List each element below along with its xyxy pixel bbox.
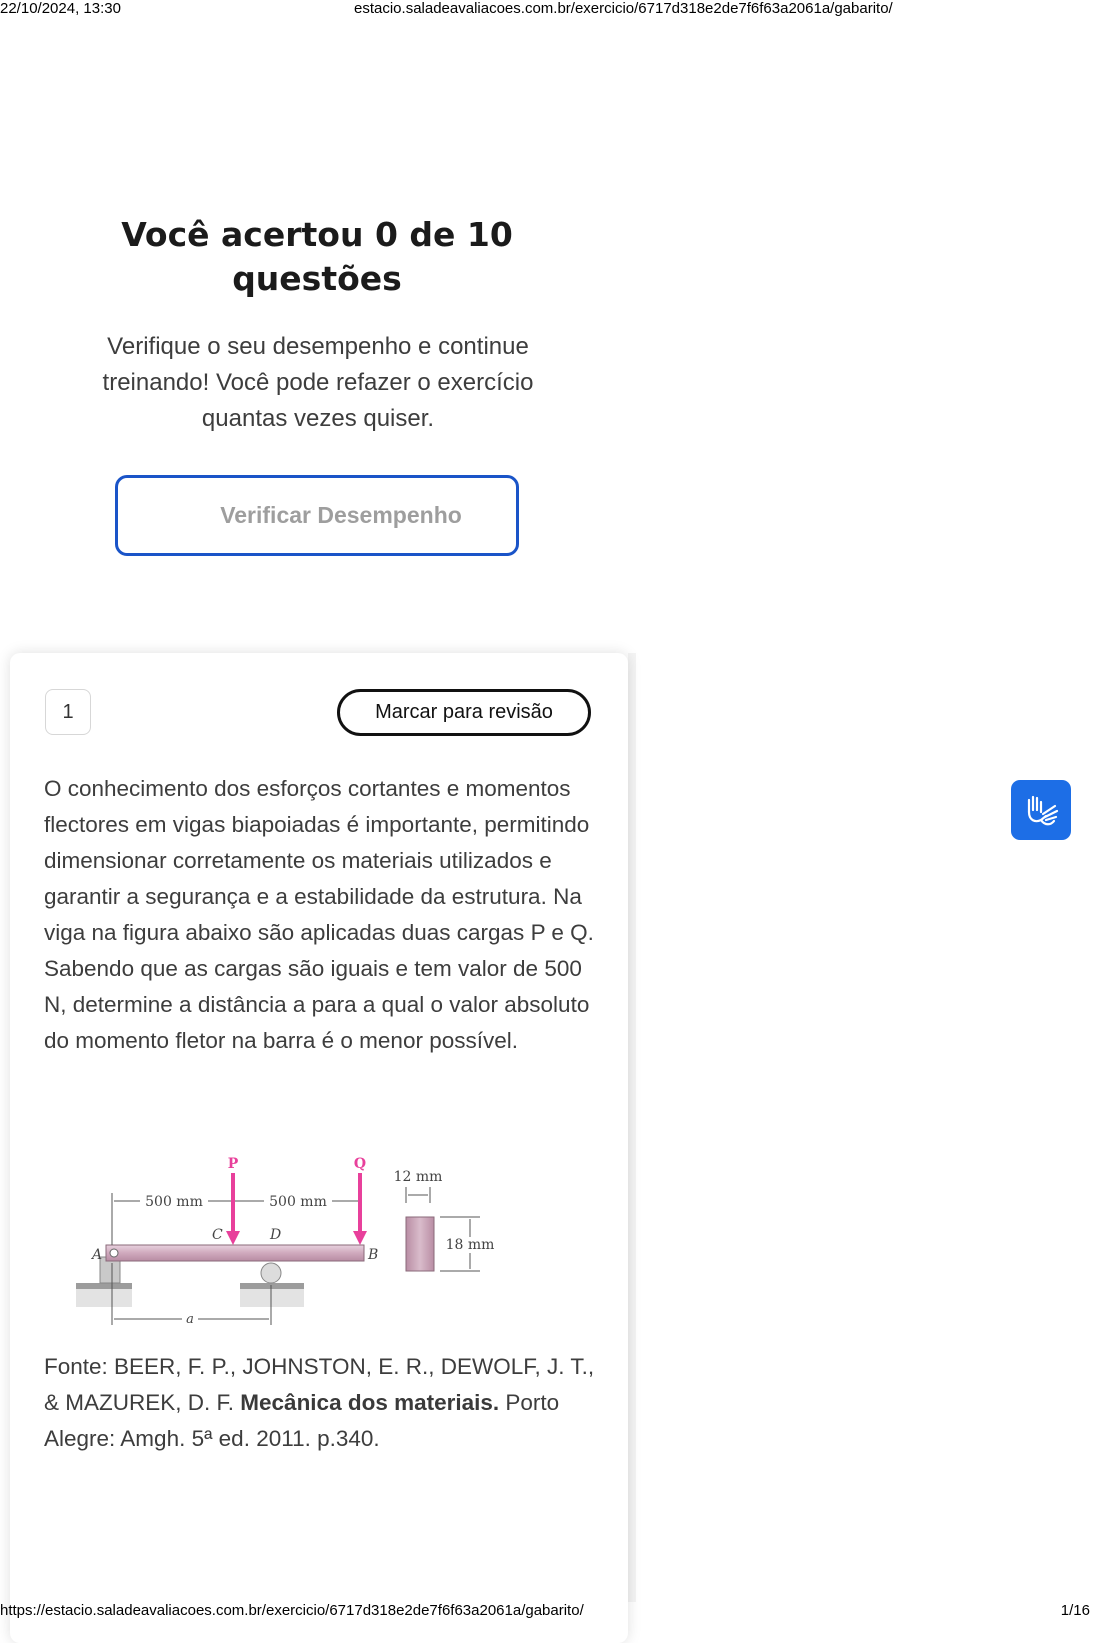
sign-language-hands-icon	[1021, 790, 1061, 830]
source-citation	[44, 1349, 604, 1457]
result-title: Você acertou 0 de 10 questões	[121, 215, 513, 298]
card-shadow-edge	[628, 653, 636, 1602]
beam-diagram	[74, 1153, 524, 1333]
verify-performance-button[interactable]: Verificar Desempenho	[115, 475, 519, 556]
accessibility-button[interactable]	[1011, 780, 1071, 840]
source-prefix: Fonte: BEER, F. P., JOHNSTON, E. R., DEWOLF, J. T., & MAZUREK, D. F.	[44, 1354, 595, 1415]
ground-left	[76, 1283, 132, 1289]
section-width-label: 12 mm	[393, 1169, 443, 1185]
mark-for-review-button[interactable]: Marcar para revisão	[337, 689, 591, 736]
result-subtitle: Verifique o seu desempenho e continue treinando! Você pode refazer o exercício quantas vezes quiser.	[102, 333, 534, 432]
dim-right-label: 500 mm	[269, 1194, 327, 1210]
print-datetime: 22/10/2024, 13:30	[0, 0, 121, 17]
pin-a	[110, 1249, 118, 1257]
print-header	[0, 0, 1094, 18]
section-height-label: 18 mm	[445, 1237, 495, 1253]
load-p-head	[226, 1231, 240, 1245]
question-number: 1	[45, 689, 91, 735]
ground-right	[240, 1283, 304, 1289]
ground-left-shade	[76, 1289, 132, 1307]
beam	[106, 1245, 364, 1261]
question-card	[10, 653, 628, 1643]
load-q-label: Q	[353, 1156, 367, 1172]
load-p-label: P	[227, 1156, 239, 1172]
dim-a-label: a	[186, 1312, 194, 1327]
ground-right-shade	[240, 1289, 304, 1307]
print-url: estacio.saladeavaliacoes.com.br/exercicio/6717d318e2de7f6f63a2061a/gabarito/	[354, 0, 893, 17]
point-b-label: B	[368, 1247, 379, 1263]
load-q-head	[353, 1231, 367, 1245]
cross-section	[406, 1217, 434, 1271]
question-text: O conhecimento dos esforços cortantes e momentos flectores em vigas biapoiadas é importante, permitindo dimensionar corretamente os materiais utilizados e garantir a segurança e a estabilidade da estrutura. Na viga na figura abaixo são aplicadas duas cargas P e Q. Sabendo que as cargas são iguais e tem valor de 500 N, determine a distância a para a qual o valor absoluto do momento fletor na barra é o menor possível.	[44, 776, 594, 1053]
dim-left-label: 500 mm	[145, 1194, 203, 1210]
source-suffix: Porto Alegre: Amgh. 5ª ed. 2011. p.340.	[44, 1390, 560, 1451]
source-book-title: Mecânica dos materiais.	[240, 1390, 500, 1415]
footer-page-number: 1/16	[1060, 1602, 1090, 1619]
point-d-label: D	[270, 1227, 282, 1243]
point-a-label: A	[92, 1247, 103, 1263]
point-c-label: C	[212, 1227, 223, 1243]
footer-url: https://estacio.saladeavaliacoes.com.br/exercicio/6717d318e2de7f6f63a2061a/gabarito/	[0, 1602, 584, 1619]
roller-support	[261, 1263, 281, 1283]
print-footer	[0, 1602, 1094, 1622]
